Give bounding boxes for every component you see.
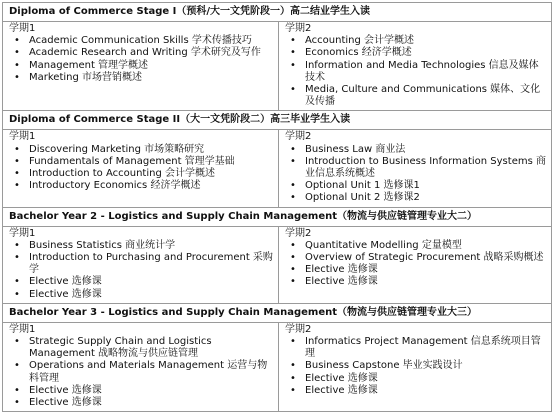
term-label: 学期2 (285, 227, 312, 239)
unit-item: • Discovering Marketing 市场策略研究 (9, 144, 274, 156)
unit-item: • Academic Research and Writing 学术研究及写作 (9, 47, 274, 59)
unit-list (9, 240, 274, 301)
unit-item: • Optional Unit 1 选修课1 (285, 180, 547, 192)
unit-item: • Optional Unit 2 选修课2 (285, 192, 547, 204)
semester-2-column (279, 22, 551, 110)
unit-item: • Introduction to Business Information Systems 商业信息系统概述 (285, 156, 547, 180)
unit-item: • Business Law 商业法 (285, 144, 547, 156)
unit-item: • Accounting 会计学概述 (285, 35, 547, 47)
section-header: Diploma of Commerce Stage II（大一文凭阶段二）高三毕业学生入读 (3, 111, 551, 130)
semester-1-column (3, 323, 279, 411)
unit-item: • Business Statistics 商业统计学 (9, 240, 274, 252)
term-label: 学期2 (285, 131, 312, 143)
unit-item: • Elective 选修课 (9, 289, 274, 301)
unit-item: • Elective 选修课 (285, 276, 547, 288)
term-label: 学期1 (9, 227, 36, 239)
term-label: 学期2 (285, 323, 312, 335)
semester-1-column (3, 227, 279, 303)
unit-item: • Elective 选修课 (285, 264, 547, 276)
unit-item: • Elective 选修课 (9, 385, 274, 397)
unit-list (285, 144, 547, 205)
unit-item: • Introduction to Accounting 会计学概述 (9, 168, 274, 180)
term-label: 学期1 (9, 323, 36, 335)
section-header: Diploma of Commerce Stage I（预科/大一文凭阶段一）高二结业学生入读 (3, 3, 551, 22)
unit-item: • Operations and Materials Management 运营与物料管理 (9, 360, 274, 384)
term-label: 学期1 (9, 131, 36, 143)
unit-list (9, 336, 274, 409)
unit-item: • Marketing 市场营销概述 (9, 72, 274, 84)
semester-row (3, 323, 551, 411)
unit-item: • Quantitative Modelling 定量模型 (285, 240, 547, 252)
semester-2-column (279, 227, 551, 303)
unit-list (9, 144, 274, 193)
semester-row (3, 22, 551, 111)
unit-item: • Business Capstone 毕业实践设计 (285, 360, 547, 372)
semester-row (3, 227, 551, 304)
unit-list (285, 240, 547, 289)
unit-list (285, 35, 547, 108)
course-structure-table (2, 2, 552, 412)
term-label: 学期1 (9, 23, 36, 34)
semester-1-column (3, 22, 279, 110)
unit-item: • Elective 选修课 (285, 385, 547, 397)
unit-item: • Information and Media Technologies 信息及媒体技术 (285, 60, 547, 84)
unit-item: • Introductory Economics 经济学概述 (9, 180, 274, 192)
section-header: Bachelor Year 3 - Logistics and Supply Chain Management（物流与供应链管理专业大三） (3, 304, 551, 323)
term-label: 学期2 (285, 23, 312, 34)
section-header: Bachelor Year 2 - Logistics and Supply Chain Management（物流与供应链管理专业大二） (3, 208, 551, 227)
semester-1-column (3, 130, 279, 206)
unit-item: • Academic Communication Skills 学术传播技巧 (9, 35, 274, 47)
unit-item: • Fundamentals of Management 管理学基础 (9, 156, 274, 168)
semester-2-column (279, 323, 551, 411)
unit-item: • Economics 经济学概述 (285, 47, 547, 59)
unit-item: • Overview of Strategic Procurement 战略采购概述 (285, 252, 547, 264)
unit-item: • Elective 选修课 (9, 276, 274, 288)
unit-list (9, 35, 274, 84)
unit-list (285, 336, 547, 397)
unit-item: • Media, Culture and Communications 媒体、文化及传播 (285, 84, 547, 108)
unit-item: • Management 管理学概述 (9, 60, 274, 72)
unit-item: • Elective 选修课 (9, 397, 274, 409)
semester-2-column (279, 130, 551, 206)
unit-item: • Introduction to Purchasing and Procurement 采购学 (9, 252, 274, 276)
unit-item: • Strategic Supply Chain and Logistics Management 战略物流与供应链管理 (9, 336, 274, 360)
unit-item: • Informatics Project Management 信息系统项目管理 (285, 336, 547, 360)
semester-row (3, 130, 551, 207)
unit-item: • Elective 选修课 (285, 373, 547, 385)
